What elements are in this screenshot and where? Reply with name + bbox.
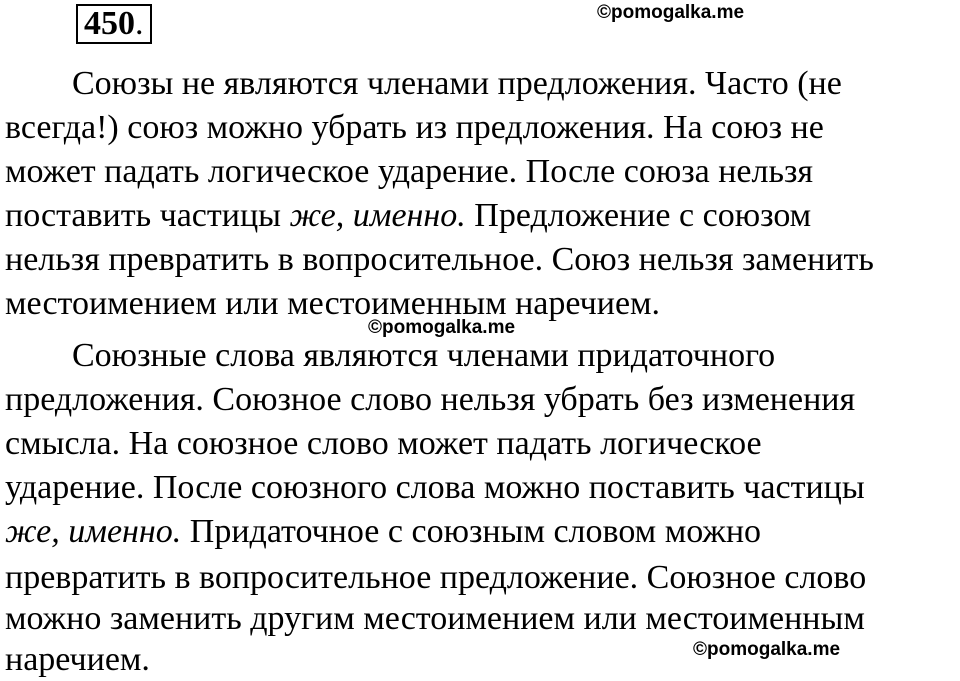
paragraph-2-line-4: ударение. После союзного слова можно поставить частицы: [5, 469, 865, 506]
task-number: 450: [84, 5, 135, 42]
paragraph-1-line-3: может падать логическое ударение. После союза нельзя: [5, 153, 814, 190]
watermark-bottom: ©pomogalka.me: [693, 639, 841, 660]
paragraph-2-line-8: наречием.: [5, 641, 150, 678]
paragraph-1-line-4-start: поставить частицы: [5, 197, 290, 234]
particles-italic: же, именно.: [289, 197, 466, 234]
paragraph-1-line-2: всегда!) союз можно убрать из предложения. На союз не: [5, 109, 824, 146]
paragraph-2-line-3: смысла. На союзное слово может падать логическое: [5, 425, 762, 462]
paragraph-2-line-7: можно заменить другим местоимением или местоименным: [5, 600, 865, 637]
watermark-middle: ©pomogalka.me: [368, 317, 516, 338]
paragraph-2-line-5-end: Придаточное с союзным словом можно: [181, 513, 762, 550]
paragraph-1-line-4: [5, 196, 811, 236]
paragraph-2-line-6: превратить в вопросительное предложение. Союзное слово: [5, 559, 867, 596]
paragraph-2-line-5: [5, 512, 761, 552]
paragraph-1-line-4-end: Предложение с союзом: [465, 197, 812, 234]
task-number-dot: .: [135, 5, 144, 42]
watermark-top: ©pomogalka.me: [597, 2, 745, 23]
paragraph-1-line-1: Союзы не являются членами предложения. Часто (не: [72, 65, 842, 102]
paragraph-1-line-6: местоимением или местоименным наречием.: [5, 285, 661, 322]
particles-italic-2: же, именно.: [5, 513, 182, 550]
paragraph-1-line-5: нельзя превратить в вопросительное. Союз нельзя заменить: [5, 241, 874, 278]
paragraph-2-line-1: Союзные слова являются членами придаточного: [72, 337, 776, 374]
task-number-box: [76, 4, 152, 44]
paragraph-2-line-2: предложения. Союзное слово нельзя убрать без изменения: [5, 381, 856, 418]
